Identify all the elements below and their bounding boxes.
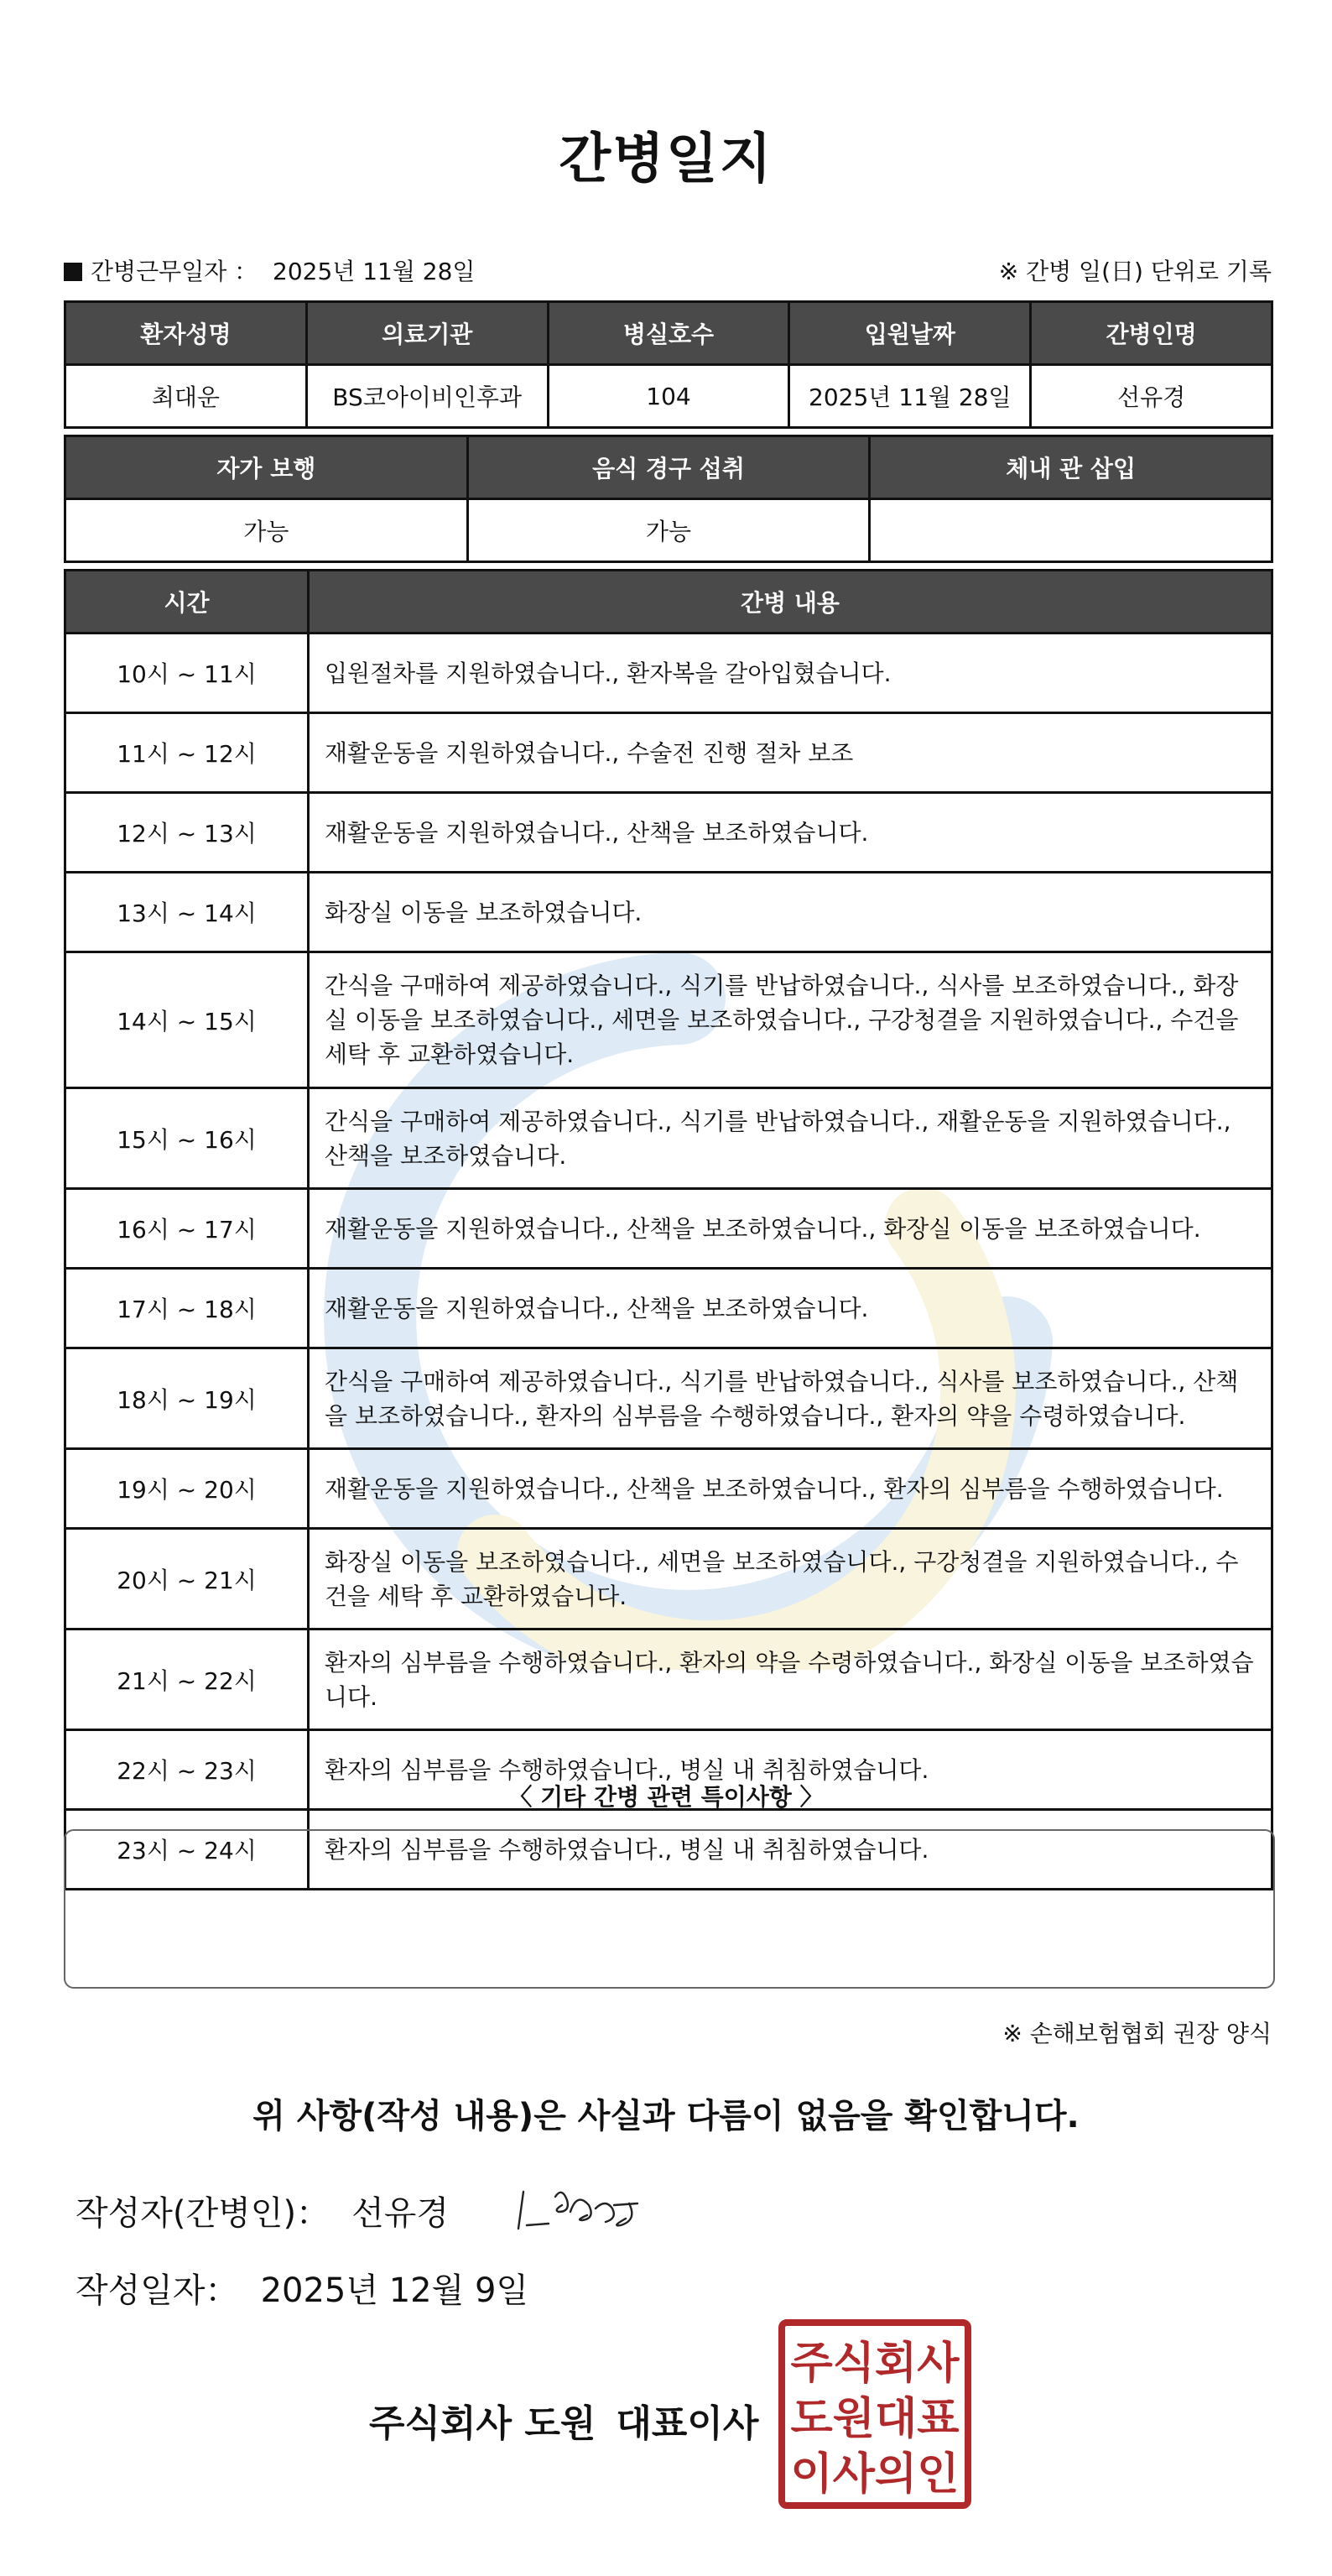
time-cell: 14시 ~ 15시 bbox=[65, 952, 309, 1088]
care-log-table bbox=[64, 569, 1273, 1890]
association-note: ※ 손해보험협회 권장 양식 bbox=[1002, 2020, 1272, 2047]
time-cell: 19시 ~ 20시 bbox=[65, 1449, 309, 1529]
time-cell: 17시 ~ 18시 bbox=[65, 1269, 309, 1348]
care-date-label: 간병근무일자 ： bbox=[91, 258, 258, 285]
time-cell: 21시 ~ 22시 bbox=[65, 1630, 309, 1730]
confirmation-statement: 위 사항(작성 내용)은 사실과 다름이 없음을 확인합니다. bbox=[252, 2097, 1080, 2135]
content-cell: 환자의 심부름을 수행하였습니다., 환자의 약을 수령하였습니다., 화장실 이동을 보조하였습니다. bbox=[309, 1630, 1272, 1730]
unit-note: ※ 간병 일(日) 단위로 기록 bbox=[998, 258, 1272, 285]
table-row bbox=[65, 1449, 1272, 1529]
time-cell: 10시 ~ 11시 bbox=[65, 634, 309, 713]
room-number: 104 bbox=[548, 365, 789, 428]
content-cell: 간식을 구매하여 제공하였습니다., 식기를 반납하였습니다., 재활운동을 지원하였습니다., 산책을 보조하였습니다. bbox=[309, 1088, 1272, 1189]
time-cell: 22시 ~ 23시 bbox=[65, 1730, 309, 1810]
seal-line-3: 이사의인 bbox=[790, 2449, 960, 2500]
writer-line bbox=[75, 2187, 449, 2234]
writer-label: 작성자(간병인)： bbox=[75, 2194, 330, 2233]
care-date-line bbox=[64, 253, 475, 287]
table-row bbox=[65, 1088, 1272, 1189]
content-cell: 재활운동을 지원하였습니다., 산책을 보조하였습니다. bbox=[309, 1269, 1272, 1348]
representative-title: 대표이사 bbox=[616, 2402, 759, 2445]
written-date-value: 2025년 12월 9일 bbox=[260, 2271, 529, 2310]
document-title: 간병일지 bbox=[559, 128, 773, 190]
square-bullet-icon bbox=[64, 263, 82, 281]
content-cell: 재활운동을 지원하였습니다., 수술전 진행 절차 보조 bbox=[309, 713, 1272, 793]
time-cell: 11시 ~ 12시 bbox=[65, 713, 309, 793]
patient-name: 최대운 bbox=[65, 365, 307, 428]
notes-box bbox=[64, 1829, 1275, 1989]
written-date-label: 작성일자： bbox=[75, 2271, 239, 2310]
header-patient-name: 환자성명 bbox=[65, 302, 307, 365]
content-cell: 화장실 이동을 보조하였습니다., 세면을 보조하였습니다., 구강청결을 지원하였습니다., 수건을 세탁 후 교환하였습니다. bbox=[309, 1529, 1272, 1630]
content-cell: 화장실 이동을 보조하였습니다. bbox=[309, 873, 1272, 952]
tube-insertion-value bbox=[870, 499, 1272, 562]
oral-intake-value: 가능 bbox=[467, 499, 870, 562]
company-seal-stamp bbox=[777, 2318, 973, 2511]
content-cell: 환자의 심부름을 수행하였습니다., 병실 내 취침하였습니다. bbox=[309, 1730, 1272, 1810]
company-name: 주식회사 도원 bbox=[369, 2402, 596, 2445]
table-row bbox=[65, 1630, 1272, 1730]
table-row bbox=[65, 713, 1272, 793]
header-tube-insertion: 체내 관 삽입 bbox=[870, 436, 1272, 499]
time-cell: 13시 ~ 14시 bbox=[65, 873, 309, 952]
table-row bbox=[65, 1348, 1272, 1449]
header-room-number: 병실호수 bbox=[548, 302, 789, 365]
institution: BS코아이비인후과 bbox=[306, 365, 548, 428]
table-row bbox=[65, 793, 1272, 873]
table-row bbox=[65, 1529, 1272, 1630]
header-caregiver-name: 간병인명 bbox=[1031, 302, 1272, 365]
table-row bbox=[65, 873, 1272, 952]
status-header-row bbox=[65, 436, 1272, 499]
seal-line-2: 도원대표 bbox=[790, 2394, 960, 2444]
header-oral-intake: 음식 경구 섭취 bbox=[467, 436, 870, 499]
admission-date: 2025년 11월 28일 bbox=[789, 365, 1031, 428]
content-cell: 환자의 심부름을 수행하였습니다., 병실 내 취침하였습니다. bbox=[309, 1810, 1272, 1890]
content-cell: 재활운동을 지원하였습니다., 산책을 보조하였습니다., 화장실 이동을 보조하였습니다. bbox=[309, 1189, 1272, 1269]
content-cell: 간식을 구매하여 제공하였습니다., 식기를 반납하였습니다., 식사를 보조하였습니다., 화장실 이동을 보조하였습니다., 세면을 보조하였습니다., 구강청결을 지원하였습니다., 수건을 세탁 후 교환하였습니다. bbox=[309, 952, 1272, 1088]
patient-header-row bbox=[65, 302, 1272, 365]
handwritten-signature bbox=[512, 2175, 654, 2242]
table-row bbox=[65, 1189, 1272, 1269]
time-cell: 23시 ~ 24시 bbox=[65, 1810, 309, 1890]
patient-value-row bbox=[65, 365, 1272, 428]
written-date-line bbox=[75, 2264, 528, 2312]
company-signature-line bbox=[369, 2393, 758, 2447]
time-cell: 15시 ~ 16시 bbox=[65, 1088, 309, 1189]
time-cell: 20시 ~ 21시 bbox=[65, 1529, 309, 1630]
header-care-content: 간병 내용 bbox=[309, 571, 1272, 634]
content-cell: 간식을 구매하여 제공하였습니다., 식기를 반납하였습니다., 식사를 보조하였습니다., 산책을 보조하였습니다., 환자의 심부름을 수행하였습니다., 환자의 약을 수령하였습니다. bbox=[309, 1348, 1272, 1449]
seal-line-1: 주식회사 bbox=[790, 2339, 960, 2389]
table-row bbox=[65, 952, 1272, 1088]
notes-heading: 〈 기타 간병 관련 특이사항 〉 bbox=[508, 1783, 824, 1811]
time-cell: 12시 ~ 13시 bbox=[65, 793, 309, 873]
status-value-row bbox=[65, 499, 1272, 562]
writer-name: 선유경 bbox=[351, 2194, 449, 2233]
content-cell: 입원절차를 지원하였습니다., 환자복을 갈아입혔습니다. bbox=[309, 634, 1272, 713]
log-header-row bbox=[65, 571, 1272, 634]
care-date-value: 2025년 11월 28일 bbox=[273, 258, 476, 285]
content-cell: 재활운동을 지원하였습니다., 산책을 보조하였습니다., 환자의 심부름을 수행하였습니다. bbox=[309, 1449, 1272, 1529]
patient-status-table bbox=[64, 435, 1273, 563]
header-self-walking: 자가 보행 bbox=[65, 436, 468, 499]
self-walking-value: 가능 bbox=[65, 499, 468, 562]
time-cell: 16시 ~ 17시 bbox=[65, 1189, 309, 1269]
content-cell: 재활운동을 지원하였습니다., 산책을 보조하였습니다. bbox=[309, 793, 1272, 873]
time-cell: 18시 ~ 19시 bbox=[65, 1348, 309, 1449]
header-time: 시간 bbox=[65, 571, 309, 634]
header-institution: 의료기관 bbox=[306, 302, 548, 365]
caregiver-name: 선유경 bbox=[1031, 365, 1272, 428]
table-row bbox=[65, 1269, 1272, 1348]
patient-info-table bbox=[64, 300, 1273, 429]
header-admission-date: 입원날짜 bbox=[789, 302, 1031, 365]
table-row bbox=[65, 634, 1272, 713]
